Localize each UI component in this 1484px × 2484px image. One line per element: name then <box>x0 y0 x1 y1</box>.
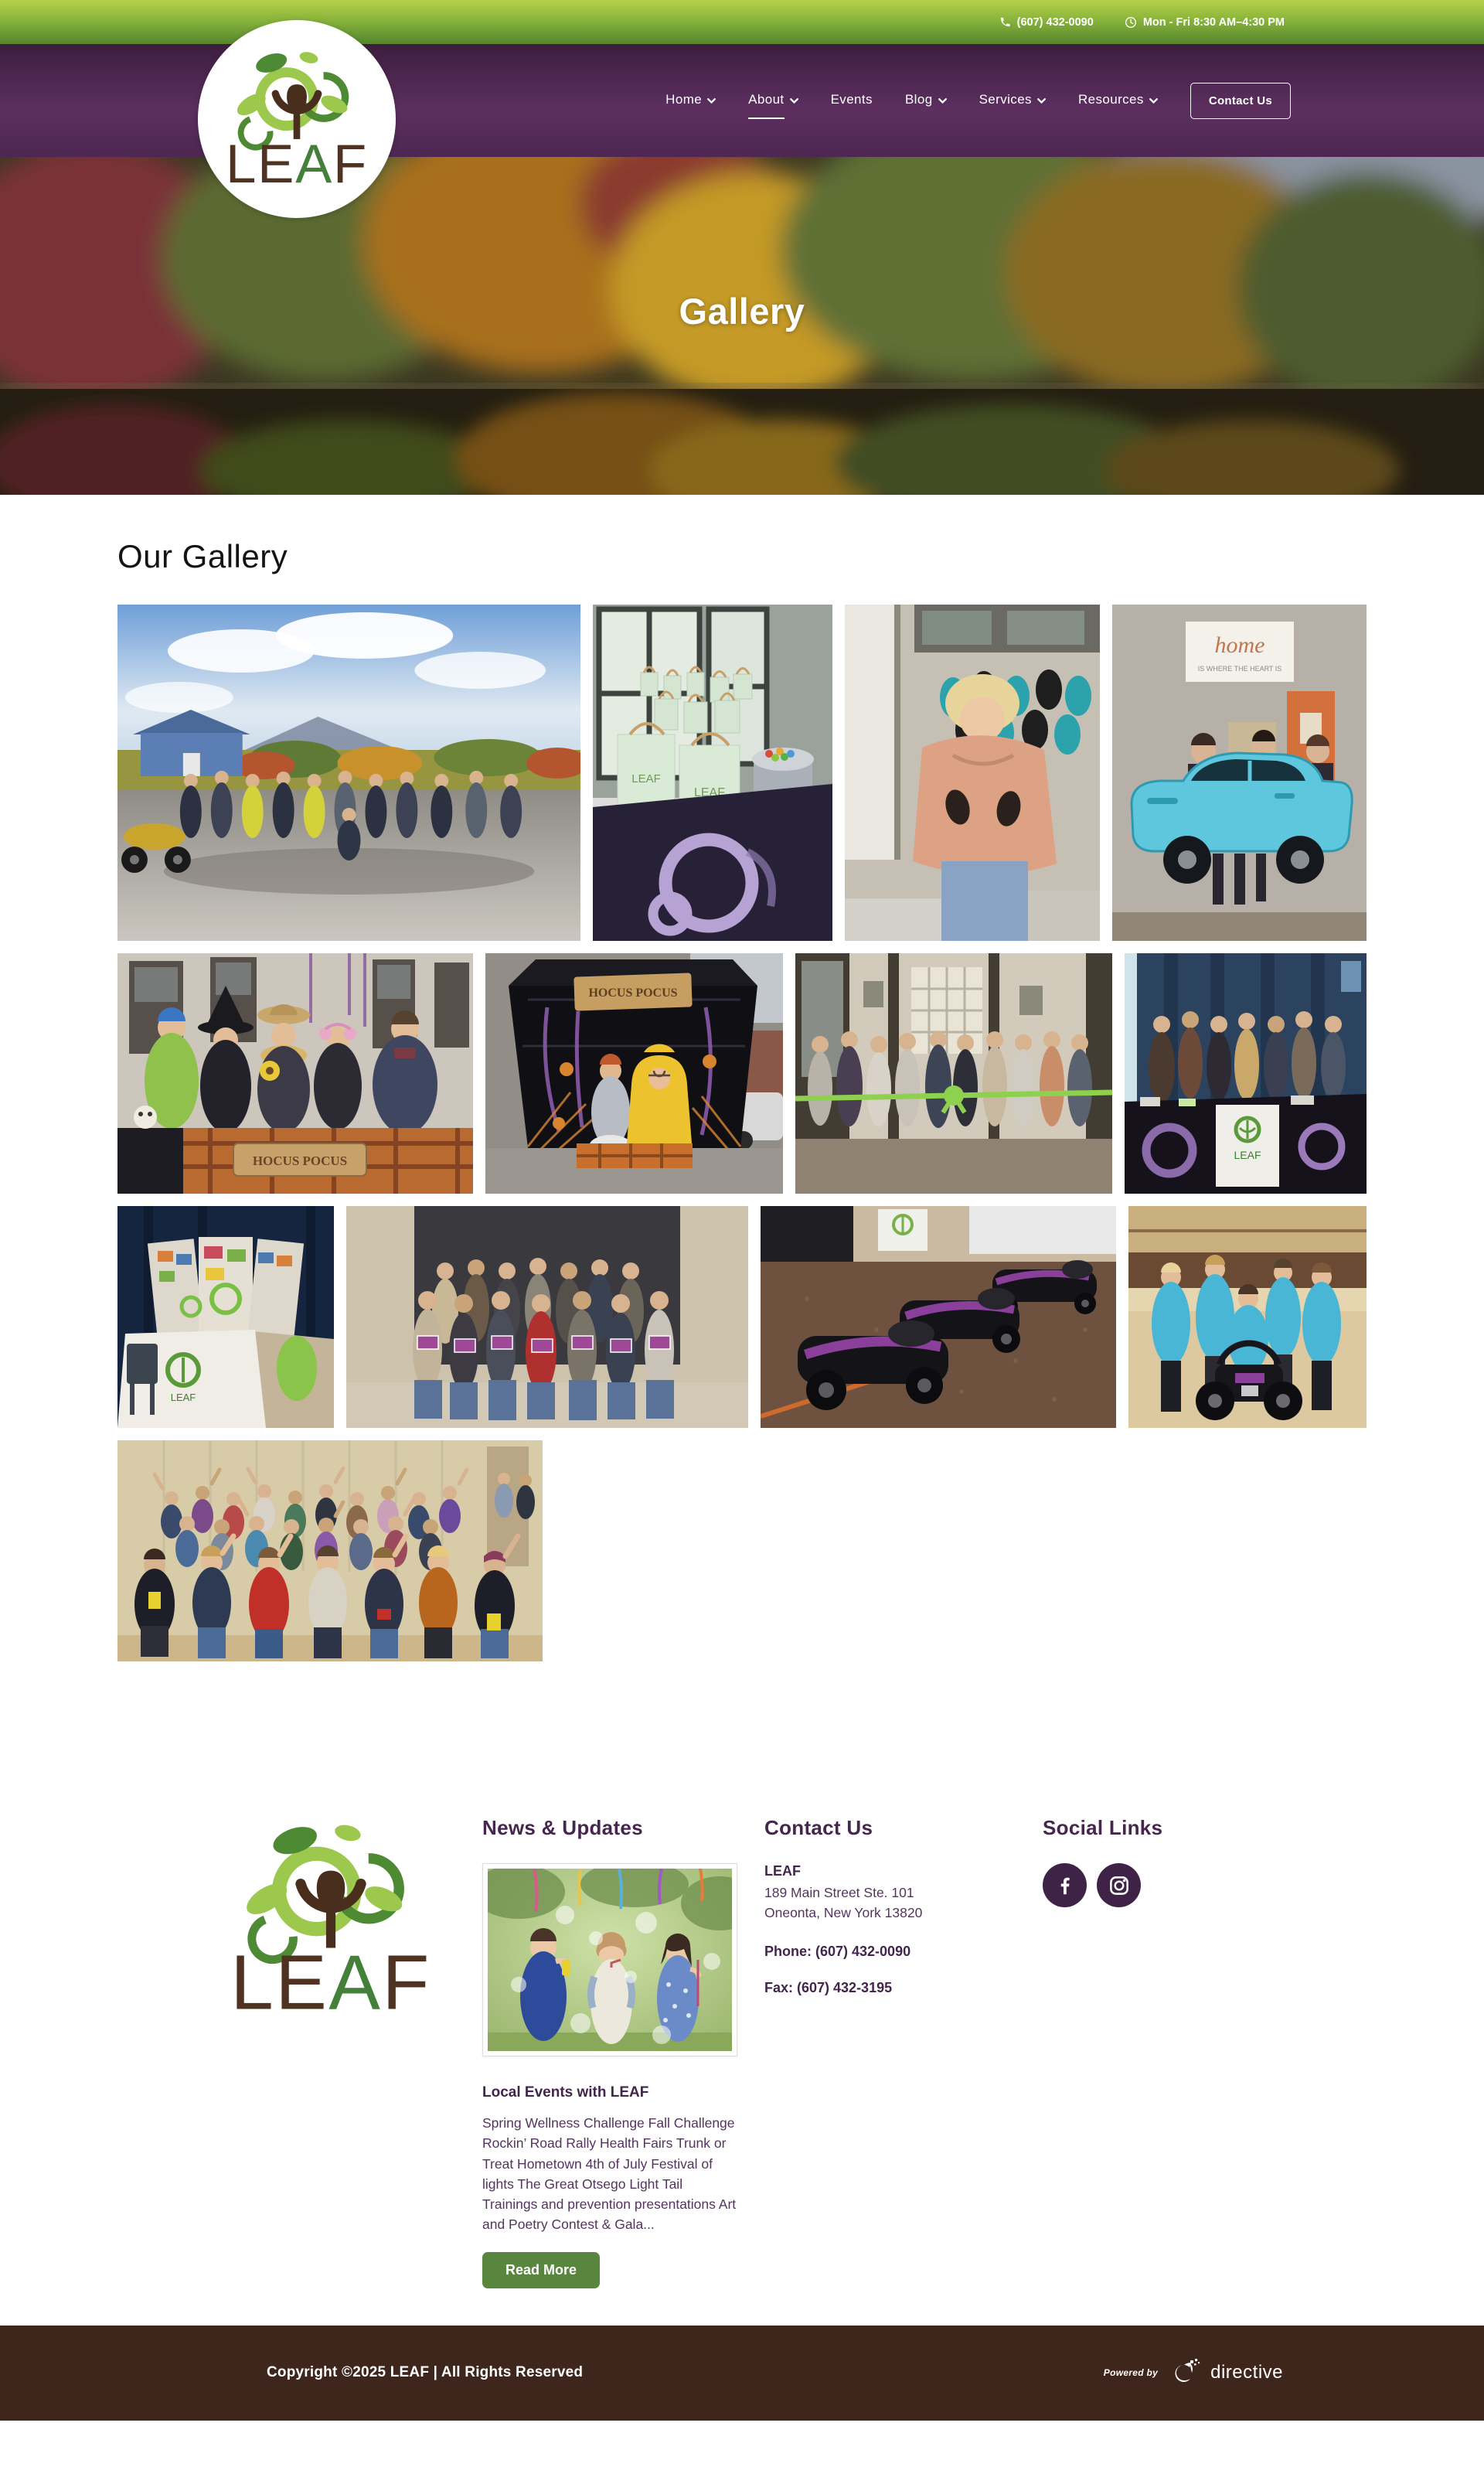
directive-logo-icon <box>1167 2357 1201 2388</box>
site-footer <box>0 1816 1484 2288</box>
svg-text:LEAF: LEAF <box>226 134 368 193</box>
contact-address-line2: Oneonta, New York 13820 <box>764 1905 923 1921</box>
read-more-button[interactable]: Read More <box>482 2252 600 2288</box>
hero-banner <box>0 157 1484 495</box>
gallery-image-go-kart-team[interactable] <box>1128 1206 1367 1428</box>
svg-text:LEAF: LEAF <box>693 786 726 799</box>
chevron-down-icon <box>707 98 716 104</box>
svg-text:HOCUS POCUS: HOCUS POCUS <box>588 986 678 1000</box>
svg-text:LEAF: LEAF <box>230 1940 431 2023</box>
nav-item-events[interactable]: Events <box>830 92 873 107</box>
svg-text:LEAF: LEAF <box>170 1392 196 1403</box>
footer-social-column <box>1043 1816 1275 1907</box>
copyright-bar <box>0 2326 1484 2421</box>
nav-item-about[interactable]: About <box>748 92 798 109</box>
social-heading: Social Links <box>1043 1816 1163 1839</box>
powered-by-label: Powered by <box>1103 2367 1159 2378</box>
topbar-hours <box>1125 16 1285 29</box>
nav-item-services[interactable]: Services <box>979 92 1046 109</box>
contact-address-line1: 189 Main Street Ste. 101 <box>764 1885 914 1900</box>
gallery-image-youth-crowd[interactable] <box>117 1440 543 1661</box>
chevron-down-icon <box>1149 98 1158 104</box>
contact-heading: Contact Us <box>764 1816 873 1839</box>
leaf-logo <box>223 46 370 193</box>
chevron-down-icon <box>1037 98 1046 104</box>
chevron-down-icon <box>790 98 798 104</box>
instagram-link[interactable] <box>1097 1863 1141 1907</box>
gallery-image-award-recipients[interactable] <box>346 1206 748 1428</box>
directive-brand-text: directive <box>1210 2362 1283 2383</box>
nav-item-home[interactable]: Home <box>665 92 716 109</box>
gallery-image-trunk-or-treat[interactable] <box>485 953 783 1194</box>
contact-org-name: LEAF <box>764 1863 801 1879</box>
instagram-icon <box>1108 1874 1131 1897</box>
powered-by[interactable] <box>1104 2357 1283 2388</box>
page-title: Gallery <box>679 291 805 332</box>
svg-text:LEAF: LEAF <box>631 772 661 785</box>
gallery-image-ribbon-cutting[interactable] <box>795 953 1112 1194</box>
footer-news-column <box>482 1816 737 2288</box>
nav-item-resources[interactable]: Resources <box>1078 92 1158 109</box>
gallery-image-display-table[interactable] <box>117 1206 334 1428</box>
gallery-image-outreach-booth[interactable] <box>1125 953 1367 1194</box>
svg-text:LEAF: LEAF <box>1234 1149 1261 1161</box>
phone-icon <box>999 16 1011 28</box>
svg-text:home: home <box>1214 632 1265 658</box>
facebook-link[interactable] <box>1043 1863 1087 1907</box>
top-utility-bar <box>0 0 1484 44</box>
footer-logo <box>227 1816 436 2027</box>
photo-gallery <box>117 605 1367 1661</box>
news-heading: News & Updates <box>482 1816 643 1839</box>
facebook-icon <box>1053 1874 1077 1897</box>
gallery-image-craft-volunteer[interactable] <box>845 605 1100 941</box>
copyright-text: Copyright ©2025 LEAF | All Rights Reserved <box>267 2364 584 2380</box>
gallery-image-hocus-crew[interactable] <box>117 953 473 1194</box>
main-content <box>0 538 1484 1661</box>
footer-contact-column <box>764 1816 1004 1996</box>
news-article-title[interactable]: Local Events with LEAF <box>482 2084 649 2101</box>
news-article-excerpt: Spring Wellness Challenge Fall Challenge Rockin’ Road Rally Health Fairs Trunk or Treat Hometown 4th of July Festival of lights The Great Otsego Light Tail Trainings and prevention presentations Art and Poetry Contest & Gala... <box>482 2115 737 2233</box>
nav-item-blog[interactable]: Blog <box>905 92 947 109</box>
chevron-down-icon <box>938 98 947 104</box>
svg-text:HOCUS POCUS: HOCUS POCUS <box>252 1153 348 1168</box>
topbar-phone[interactable] <box>999 16 1094 29</box>
clock-icon <box>1125 16 1137 29</box>
gallery-image-car-cutout[interactable] <box>1112 605 1367 941</box>
gallery-image-gift-bags[interactable] <box>593 605 832 941</box>
gallery-image-go-karts[interactable] <box>761 1206 1116 1428</box>
gallery-image-road-rally[interactable] <box>117 605 580 941</box>
leaf-logo-badge[interactable] <box>198 20 396 218</box>
contact-us-button[interactable]: Contact Us <box>1190 83 1291 119</box>
gallery-heading: Our Gallery <box>117 538 288 574</box>
svg-text:IS WHERE THE HEART IS: IS WHERE THE HEART IS <box>1197 665 1282 673</box>
topbar-hours-text: Mon - Fri 8:30 AM–4:30 PM <box>1142 15 1285 29</box>
contact-phone[interactable]: Phone: (607) 432-0090 <box>764 1943 911 1959</box>
contact-fax: Fax: (607) 432-3195 <box>764 1979 893 1995</box>
topbar-phone-number: (607) 432-0090 <box>1016 15 1094 29</box>
site-header <box>0 0 1484 193</box>
news-article-image[interactable] <box>482 1863 737 2056</box>
leaf-logo <box>227 1816 434 2023</box>
